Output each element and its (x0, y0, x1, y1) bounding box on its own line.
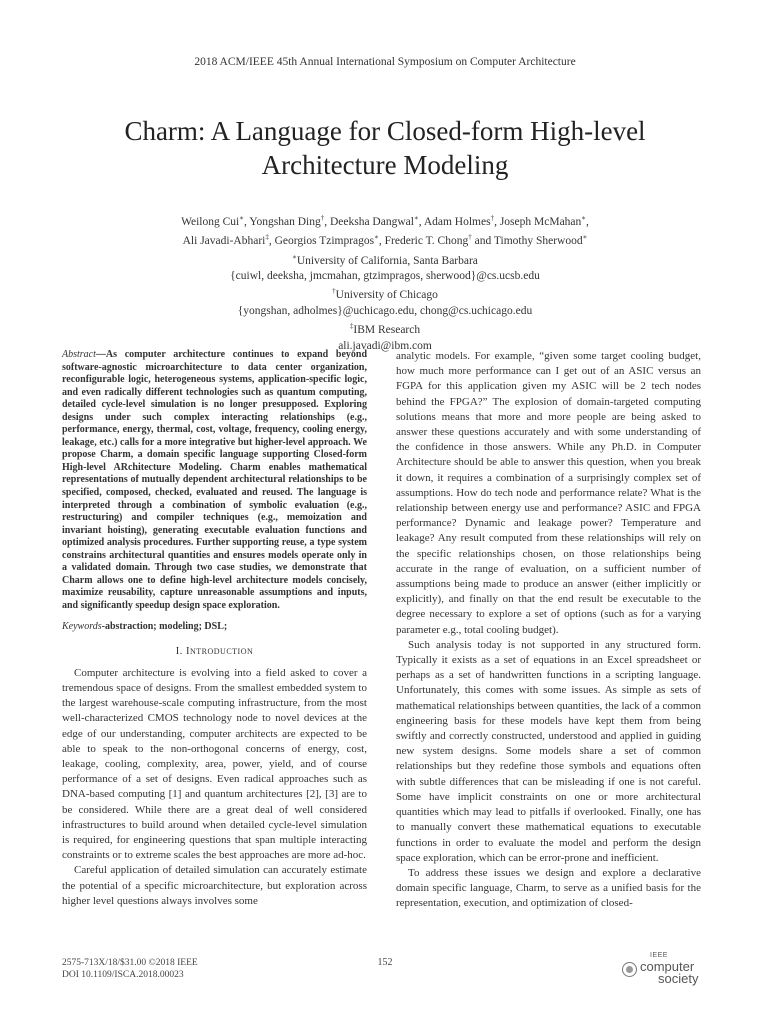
author-name: , Deeksha Dangwal (324, 215, 414, 228)
author-name: Weilong Cui (181, 215, 240, 228)
email-uchicago: {yongshan, adholmes}@uchicago.edu, chong@cs.uchicago.edu (237, 304, 533, 317)
author-name: , Yongshan Ding (244, 215, 321, 228)
author-name: , Adam Holmes (418, 215, 491, 228)
paragraph: Computer architecture is evolving into a field asked to cover a tremendous space of designs. From the smallest embedded system to the largest warehouse-scale computing infrastructure, from the most well-characterized CMOS technology node to novel devices at the edge of our understanding, computer architects are expected to be able to speak to the non-orthogonal concerns of energy, cost, leakage, cooling, complexity, area, power, yield, and of course performance of a set of designs. Even radical approaches such as DNA-based computing [1] and quantum architectures [2], [3] are to be considered. While there are a great deal of well considered infrastructures to build around when detailed cycle-level simulation is required, for engineering questions that span multiple interacting constraints or to extreme scales the best approaches are more ad-hoc. (62, 666, 367, 862)
paragraph: analytic models. For example, “given some target cooling budget, how much more performance can I get out of an ASIC versus an FGPA for this application given my ASIC will be 2 tech nodes behind the FPGA?” The explosion of domain-targeted computing solutions means that more and more people are being asked to answer these questions accurately and with some understanding of the confidence in those answers. While any Ph.D. in Computer Architecture should be able to answer this question, when you break it down, it requires a combination of a surprisingly complex set of assumptions. How do tech node and performance relate? What is the relationship between energy use and performance? ASIC and FPGA performance? Dynamic and leakage power? Temperature and leakage? Any result computed from these relationships will rely on the specific relationships chosen, on those relationships being accurate in the range of evaluation, on a sufficient number of assumptions being made to produce an answer (either implicitly or explicitly), and finally on that the end result be executable to the degree necessary to explore a set of options (such as for a varying parameter e.g., total cooling budget). (396, 350, 701, 636)
author-block (90, 211, 680, 354)
author-name: Ali Javadi-Abhari (182, 235, 266, 248)
paragraph: Careful application of detailed simulation can accurately estimate the potential of a specific microarchitecture, but exploration across higher level questions always involves some (62, 864, 367, 907)
affiliation-ibm: ‡IBM Research (349, 322, 421, 337)
title-line-2: Architecture Modeling (261, 150, 509, 180)
author-name: , Frederic T. Chong (378, 235, 469, 248)
affiliation-uchicago: †University of Chicago (332, 287, 438, 302)
affiliation-mark: ∗ (581, 214, 587, 222)
affiliation-mark: † (320, 214, 325, 222)
right-column (396, 349, 701, 912)
author-name: , Joseph McMahan (494, 215, 582, 228)
paper-title (60, 114, 710, 182)
conference-header: 2018 ACM/IEEE 45th Annual International Symposium on Computer Architecture (194, 56, 576, 68)
paragraph: To address these issues we design and explore a declarative domain specific language, Charm, to serve as a unified basis for the representation, execution, and optimization of closed- (396, 866, 701, 910)
affiliation-mark: ‡ (265, 233, 269, 242)
affiliation-mark: ∗ (582, 233, 588, 242)
affiliation-mark: ∗ (413, 214, 419, 222)
affiliation-mark: ∗ (239, 214, 245, 222)
affiliation-mark: † (490, 214, 495, 222)
logo-ieee-text: IEEE (650, 952, 668, 959)
author-name: , Georgios Tzimpragos (268, 235, 375, 248)
keywords (62, 620, 367, 633)
left-column (62, 349, 367, 909)
author-separator: , (586, 215, 589, 228)
author-name: and Timothy Sherwood (471, 235, 583, 248)
affiliation-mark: † (468, 233, 472, 242)
affiliation-ucsb: ∗University of California, Santa Barbara (292, 252, 478, 267)
page-number: 152 (377, 957, 393, 968)
footer-doi: DOI 10.1109/ISCA.2018.00023 (62, 970, 184, 980)
abstract-label: Abstract (62, 349, 96, 360)
globe-icon (622, 962, 637, 977)
logo-word-computer: computer (640, 959, 695, 974)
email-ucsb: {cuiwl, deeksha, jmcmahan, gtzimpragos, sherwood}@cs.ucsb.edu (230, 269, 540, 282)
paragraph: Such analysis today is not supported in any structured form. Typically it exists as a set of equations in an Excel spreadsheet or perhaps as a set of handwritten functions in a scripting language. Unfortunately, this comes with some issues. As simple as sets of mathematical relationships between quantities, the lack of a common engineering basis for these models have kept them from being swiftly and correctly constructed, understood and applied in guiding new system designs. Some models share a set of common relationships but they redefine those symbols and equations often with subtle differences that can be misleading if one is not careful. Some have implicit constraints on one or more architectural quantities which may lead to pitfalls if overlooked. Finally, one has to manually convert these mathematical equations to executable functions in order to evaluate the model and perform the design space exploration, which can be error-prone and inefficient. (396, 638, 701, 864)
section-heading: I. INTRODUCTION (175, 646, 254, 658)
keywords-label: Keywords (62, 621, 102, 633)
footer-isbn: 2575-713X/18/$31.00 ©2018 IEEE (62, 958, 198, 968)
email-ibm: ali.javadi@ibm.com (338, 339, 432, 352)
keywords-text: -abstraction; modeling; DSL; (101, 621, 228, 633)
author-line-2 (90, 230, 680, 249)
affiliation-mark: ∗ (374, 233, 379, 242)
logo-word-society: society (658, 971, 699, 986)
title-line-1: Charm: A Language for Closed-form High-level (124, 116, 646, 146)
author-line-1 (90, 211, 680, 230)
abstract (62, 349, 367, 612)
computer-society-logo (622, 952, 707, 988)
abstract-text: —As computer architecture continues to expand beyond software-agnostic microarchitecture to data center organization, reconfigurable logic, heterogeneous systems, application-specific logic, and even radically different technologies such as quantum computing, detailed cycle-level simulation is no longer presupposed. Exploring designs under such complex interacting relationships (e.g., performance, energy, thermal, cost, voltage, frequency, cooling energy, leakage, etc.) calls for a more integrative but higher-level approach. We propose Charm, a domain specific language supporting Closed-form High-level ARchitecture Modeling. Charm enables mathematical representations of mutually dependent architectural relationships to be specified, composed, checked, evaluated and reused. The language is interpreted through a combination of symbolic evaluation (e.g., restructuring) and compiler techniques (e.g., memoization and invariant hoisting), generating executable evaluation functions and optimized analysis procedures. Further supporting reuse, a type system constrains architectural quantities and ensures models operate only in a validated domain. Through two case studies, we demonstrate that Charm allows one to define high-level architecture models concisely, maximize reusability, capture unreasonable assumptions and inputs, and significantly speedup design space exploration. (62, 349, 367, 611)
